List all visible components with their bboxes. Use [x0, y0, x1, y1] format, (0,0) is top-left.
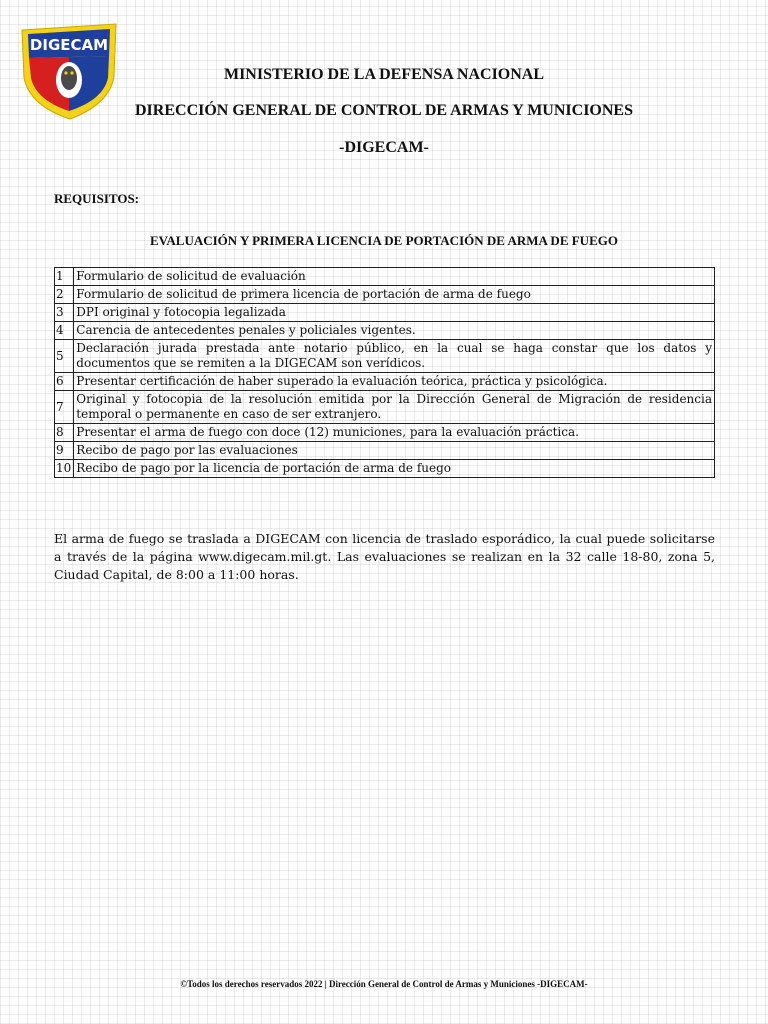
table-row	[55, 460, 715, 478]
row-number: 8	[55, 424, 74, 442]
table-row	[55, 304, 715, 322]
requisitos-label: REQUISITOS:	[54, 191, 140, 206]
row-text: Original y fotocopia de la resolución emitida por la Dirección General de Migración de residencia temporal o permanente en caso de ser extranjero.	[74, 391, 715, 424]
row-number: 9	[55, 442, 74, 460]
row-text: Carencia de antecedentes penales y policiales vigentes.	[74, 322, 715, 340]
section-title: EVALUACIÓN Y PRIMERA LICENCIA DE PORTACIÓN DE ARMA DE FUEGO	[150, 233, 618, 248]
row-text: Formulario de solicitud de primera licencia de portación de arma de fuego	[74, 286, 715, 304]
row-number: 2	[55, 286, 74, 304]
row-text: Declaración jurada prestada ante notario público, en la cual se haga constar que los datos y documentos que se remiten a la DIGECAM son verídicos.	[74, 340, 715, 373]
acronym-title: -DIGECAM-	[339, 139, 429, 156]
row-number: 10	[55, 460, 74, 478]
row-text: Presentar certificación de haber superado la evaluación teórica, práctica y psicológica.	[74, 373, 715, 391]
table-row	[55, 340, 715, 373]
table-row	[55, 268, 715, 286]
table-row	[55, 322, 715, 340]
row-text: Recibo de pago por la licencia de portación de arma de fuego	[74, 460, 715, 478]
row-number: 3	[55, 304, 74, 322]
ministry-title: MINISTERIO DE LA DEFENSA NACIONAL	[223, 66, 545, 83]
table-row	[55, 373, 715, 391]
table-row	[55, 286, 715, 304]
directorate-title: DIRECCIÓN GENERAL DE CONTROL DE ARMAS Y MUNICIONES	[135, 102, 633, 119]
row-text: Presentar el arma de fuego con doce (12) municiones, para la evaluación práctica.	[74, 424, 715, 442]
transfer-info-paragraph: El arma de fuego se traslada a DIGECAM con licencia de traslado esporádico, la cual puede solicitarse a través de la página www.digecam.mil.gt. Las evaluaciones se realizan en la 32 calle 18-80, zona 5, Ciudad Capital, de 8:00 a 11:00 horas.	[54, 531, 715, 582]
row-number: 6	[55, 373, 74, 391]
row-number: 5	[55, 340, 74, 373]
table-row	[55, 442, 715, 460]
row-text: DPI original y fotocopia legalizada	[74, 304, 715, 322]
row-text: Formulario de solicitud de evaluación	[74, 268, 715, 286]
row-text: Recibo de pago por las evaluaciones	[74, 442, 715, 460]
row-number: 4	[55, 322, 74, 340]
row-number: 1	[55, 268, 74, 286]
logo-text: DIGECAM	[29, 36, 109, 54]
copyright-footer: ©Todos los derechos reservados 2022 | Dirección General de Control de Armas y Municiones -DIGECAM-	[180, 979, 588, 989]
table-row	[55, 424, 715, 442]
row-number: 7	[55, 391, 74, 424]
requirements-table	[54, 267, 715, 478]
table-row	[55, 391, 715, 424]
